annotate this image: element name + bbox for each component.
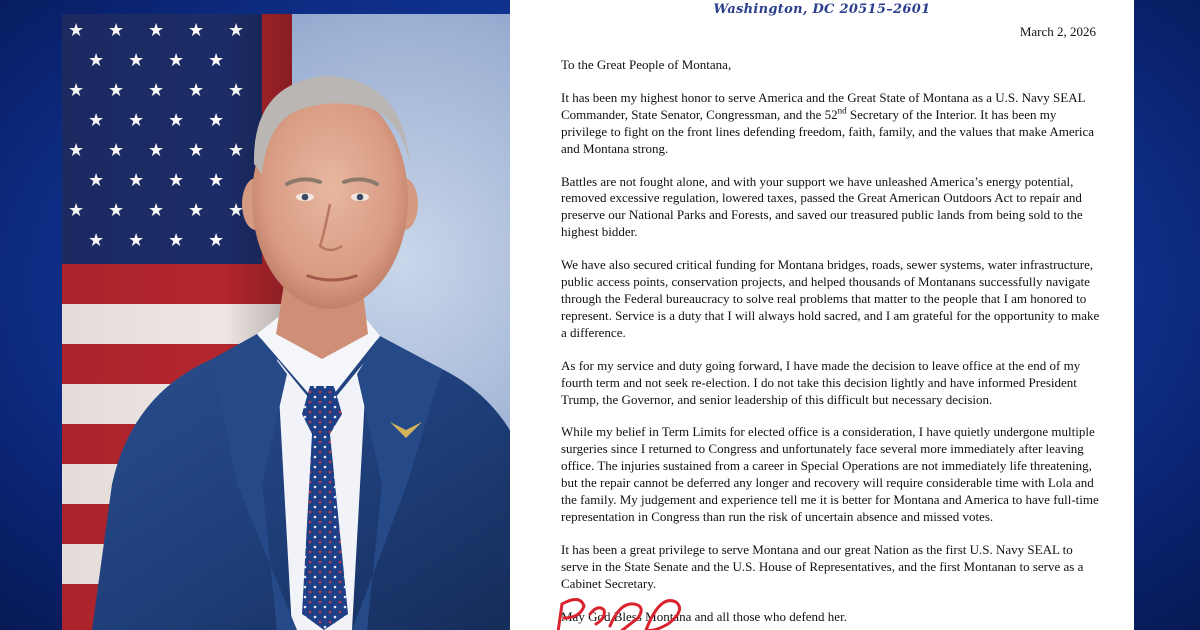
paragraph-1-text-start: It has been my highest honor to serve America and the Great State of Montana as a U.S. Navy SEAL Commander, State Senator, Congressman, and the 52 — [561, 89, 1086, 122]
letter-paragraph-3: We have also secured critical funding for Montana bridges, roads, sewer systems, water infrastructure, public access points, conservation projects, and helped thousands of Montanans successfully navigate through the Federal bureaucracy to solve real problems that matter to the people that I am honored to represent. Service is a duty that I will always hold sacred, and I am grateful for the opportunity to make a difference. — [561, 257, 1100, 340]
letter-paragraph-2: Battles are not fought alone, and with your support we have unleashed America’s energy potential, removed excessive regulation, lowered taxes, passed the Great American Outdoors Act to repair and preserve our National Parks and Forests, and saved our treasured public lands from being sold to the highest bidder. — [561, 173, 1083, 240]
resignation-letter — [510, 0, 1134, 630]
salutation: To the Great People of Montana, — [561, 57, 732, 72]
letterhead-address: Washington, DC 20515–2601 — [713, 2, 931, 17]
letter-paragraph-4: As for my service and duty going forward, I have made the decision to leave office at the end of my fourth term and not seek re-election. I do not take this decision lightly and have informed President Trump, the Governor, and senior leadership of this difficult but necessary decision. — [561, 357, 1081, 407]
handwritten-signature — [550, 584, 690, 630]
letter-paragraph-1 — [561, 90, 1101, 158]
paragraph-1-text-end: Secretary of the Interior. It has been my privilege to fight on the front lines defending freedom, faith, family, and the values that make America and Montana strong. — [561, 106, 1095, 156]
ordinal-superscript: nd — [837, 105, 847, 116]
letter-paragraph-5: While my belief in Term Limits for elected office is a consideration, I have quietly undergone multiple surgeries since I returned to Congress and unfortunately face several more immediately after leaving office. The injuries sustained from a career in Special Operations are not immediately life threatening, but the repair cannot be deferred any longer and recovery will require considerable time with Lola and the family. My judgement and experience tell me it is better for Montana and America to have full-time representation in Congress than run the risk of uncertain absence and missed votes. — [561, 424, 1099, 524]
man-portrait — [62, 14, 550, 630]
letter-body — [561, 57, 1101, 630]
letter-paragraph-6: It has been a great privilege to serve Montana and our great Nation as the first U.S. Navy SEAL to serve in the State Senate and the U.S. House of Representatives, and the first Montanan to serve as a Cabinet Secretary. — [561, 541, 1084, 591]
closing-line: May God Bless Montana and all those who defend her. — [561, 608, 847, 624]
portrait-photo — [62, 14, 550, 630]
letter-date: March 2, 2026 — [1019, 24, 1096, 39]
